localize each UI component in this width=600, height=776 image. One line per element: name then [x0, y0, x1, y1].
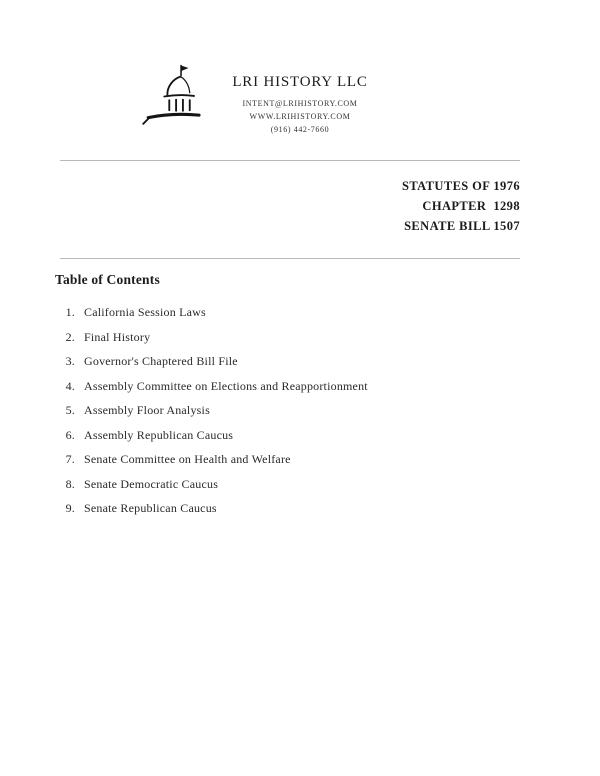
toc-item-label: Assembly Floor Analysis — [84, 403, 210, 417]
toc-item-number: 8. — [65, 476, 75, 491]
company-phone: (916) 442-7660 — [270, 125, 330, 134]
toc-item-number: 2. — [65, 329, 75, 344]
toc-item-number: 3. — [65, 354, 75, 368]
statutes-of-year: STATUTES OF 1976 — [402, 179, 520, 193]
toc-item — [55, 478, 540, 490]
toc-item-number: 1. — [65, 305, 75, 319]
toc-item — [55, 380, 540, 392]
toc-item — [55, 306, 540, 318]
chapter-number: CHAPTER 1298 — [422, 199, 520, 213]
capitol-logo-icon — [142, 60, 204, 138]
toc-item-number: 9. — [65, 501, 75, 515]
toc-item-label: Assembly Republican Caucus — [84, 427, 234, 442]
statute-reference-block — [402, 176, 520, 236]
toc-item — [55, 404, 540, 416]
toc-item — [55, 429, 540, 441]
toc-item-label: Senate Democratic Caucus — [84, 476, 219, 491]
toc-item-number: 5. — [65, 403, 75, 417]
toc-item — [55, 355, 540, 367]
divider-bottom — [60, 258, 520, 259]
toc-item-number: 4. — [65, 378, 75, 393]
letterhead-text — [232, 74, 367, 136]
divider-top — [60, 160, 520, 161]
toc-item-label: Senate Committee on Health and Welfare — [84, 452, 291, 466]
letterhead — [0, 0, 600, 160]
toc-item-label: Governor's Chaptered Bill File — [84, 354, 238, 368]
toc-item-label: Assembly Committee on Elections and Reapportionment — [84, 378, 368, 393]
company-email: INTENT@LRIHISTORY.COM — [242, 99, 358, 108]
senate-bill-number: SENATE BILL 1507 — [404, 219, 520, 233]
company-name: LRI HISTORY LLC — [232, 74, 368, 90]
toc-title: Table of Contents — [55, 272, 160, 287]
toc-item-number: 7. — [65, 452, 75, 466]
toc-item — [55, 453, 540, 465]
toc-item — [55, 502, 540, 514]
toc-item-number: 6. — [65, 427, 75, 442]
company-website: WWW.LRIHISTORY.COM — [249, 112, 351, 121]
toc-list — [55, 306, 540, 527]
toc-item-label: Senate Republican Caucus — [84, 501, 217, 515]
toc-item-label: California Session Laws — [84, 305, 206, 319]
toc-item — [55, 331, 540, 343]
toc-item-label: Final History — [84, 329, 151, 344]
